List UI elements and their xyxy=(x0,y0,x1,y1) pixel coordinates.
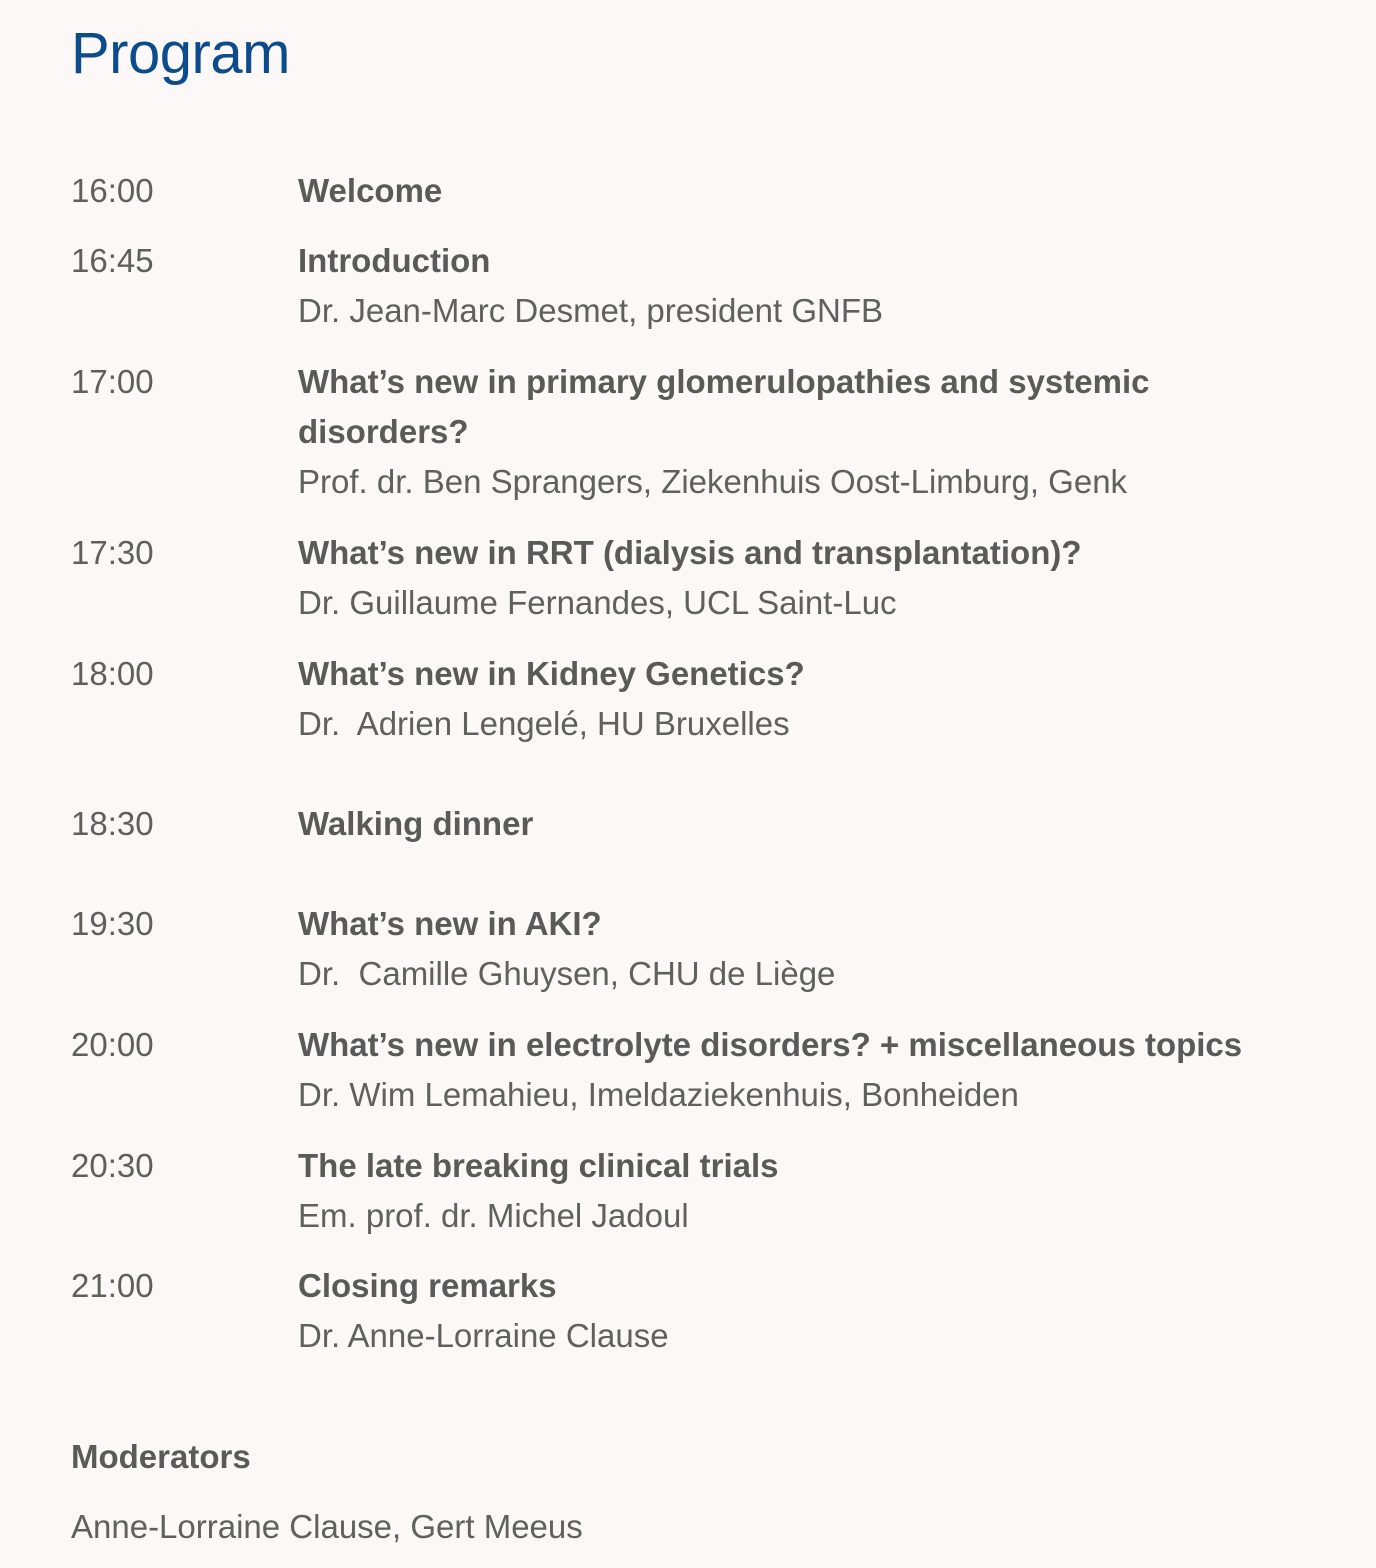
session-title: Introduction xyxy=(298,242,491,279)
session-title: What’s new in primary glomerulopathies and systemic disorders? xyxy=(298,363,1150,450)
session-time: 18:30 xyxy=(71,805,154,842)
session-content xyxy=(298,166,1358,216)
session-content xyxy=(298,799,1358,849)
session-speaker: Em. prof. dr. Michel Jadoul xyxy=(298,1197,689,1234)
session-time: 19:30 xyxy=(71,905,154,942)
session-speaker: Dr. Jean-Marc Desmet, president GNFB xyxy=(298,292,884,329)
session-title: Welcome xyxy=(298,172,443,209)
session-content xyxy=(298,899,1358,999)
session-speaker: Prof. dr. Ben Sprangers, Ziekenhuis Oost-Limburg, Genk xyxy=(298,463,1128,500)
session-title: What’s new in RRT (dialysis and transplantation)? xyxy=(298,534,1082,571)
session-speaker: Dr. Wim Lemahieu, Imeldaziekenhuis, Bonheiden xyxy=(298,1076,1019,1113)
session-speaker: Dr. Adrien Lengelé, HU Bruxelles xyxy=(298,705,790,742)
session-time: 16:00 xyxy=(71,172,154,209)
session-content xyxy=(298,236,1358,336)
session-content xyxy=(298,1261,1358,1361)
moderators-names: Anne-Lorraine Clause, Gert Meeus xyxy=(71,1508,583,1545)
session-speaker: Dr. Guillaume Fernandes, UCL Saint-Luc xyxy=(298,584,897,621)
session-title: What’s new in AKI? xyxy=(298,905,602,942)
session-time: 20:30 xyxy=(71,1147,154,1184)
page-title: Program xyxy=(71,21,290,86)
session-time: 17:30 xyxy=(71,534,154,571)
session-content xyxy=(298,649,1358,749)
session-content xyxy=(298,528,1358,628)
session-time: 17:00 xyxy=(71,363,154,400)
session-title: What’s new in Kidney Genetics? xyxy=(298,655,805,692)
session-speaker: Dr. Camille Ghuysen, CHU de Liège xyxy=(298,955,836,992)
session-speaker: Dr. Anne-Lorraine Clause xyxy=(298,1317,669,1354)
session-title: Closing remarks xyxy=(298,1267,557,1304)
session-content xyxy=(298,357,1358,507)
session-content xyxy=(298,1020,1358,1120)
moderators-heading: Moderators xyxy=(71,1438,251,1475)
session-title: The late breaking clinical trials xyxy=(298,1147,779,1184)
session-time: 21:00 xyxy=(71,1267,154,1304)
session-time: 16:45 xyxy=(71,242,154,279)
session-title: Walking dinner xyxy=(298,805,534,842)
session-content xyxy=(298,1141,1358,1241)
session-title: What’s new in electrolyte disorders? + miscellaneous topics xyxy=(298,1026,1243,1063)
session-time: 20:00 xyxy=(71,1026,154,1063)
session-time: 18:00 xyxy=(71,655,154,692)
